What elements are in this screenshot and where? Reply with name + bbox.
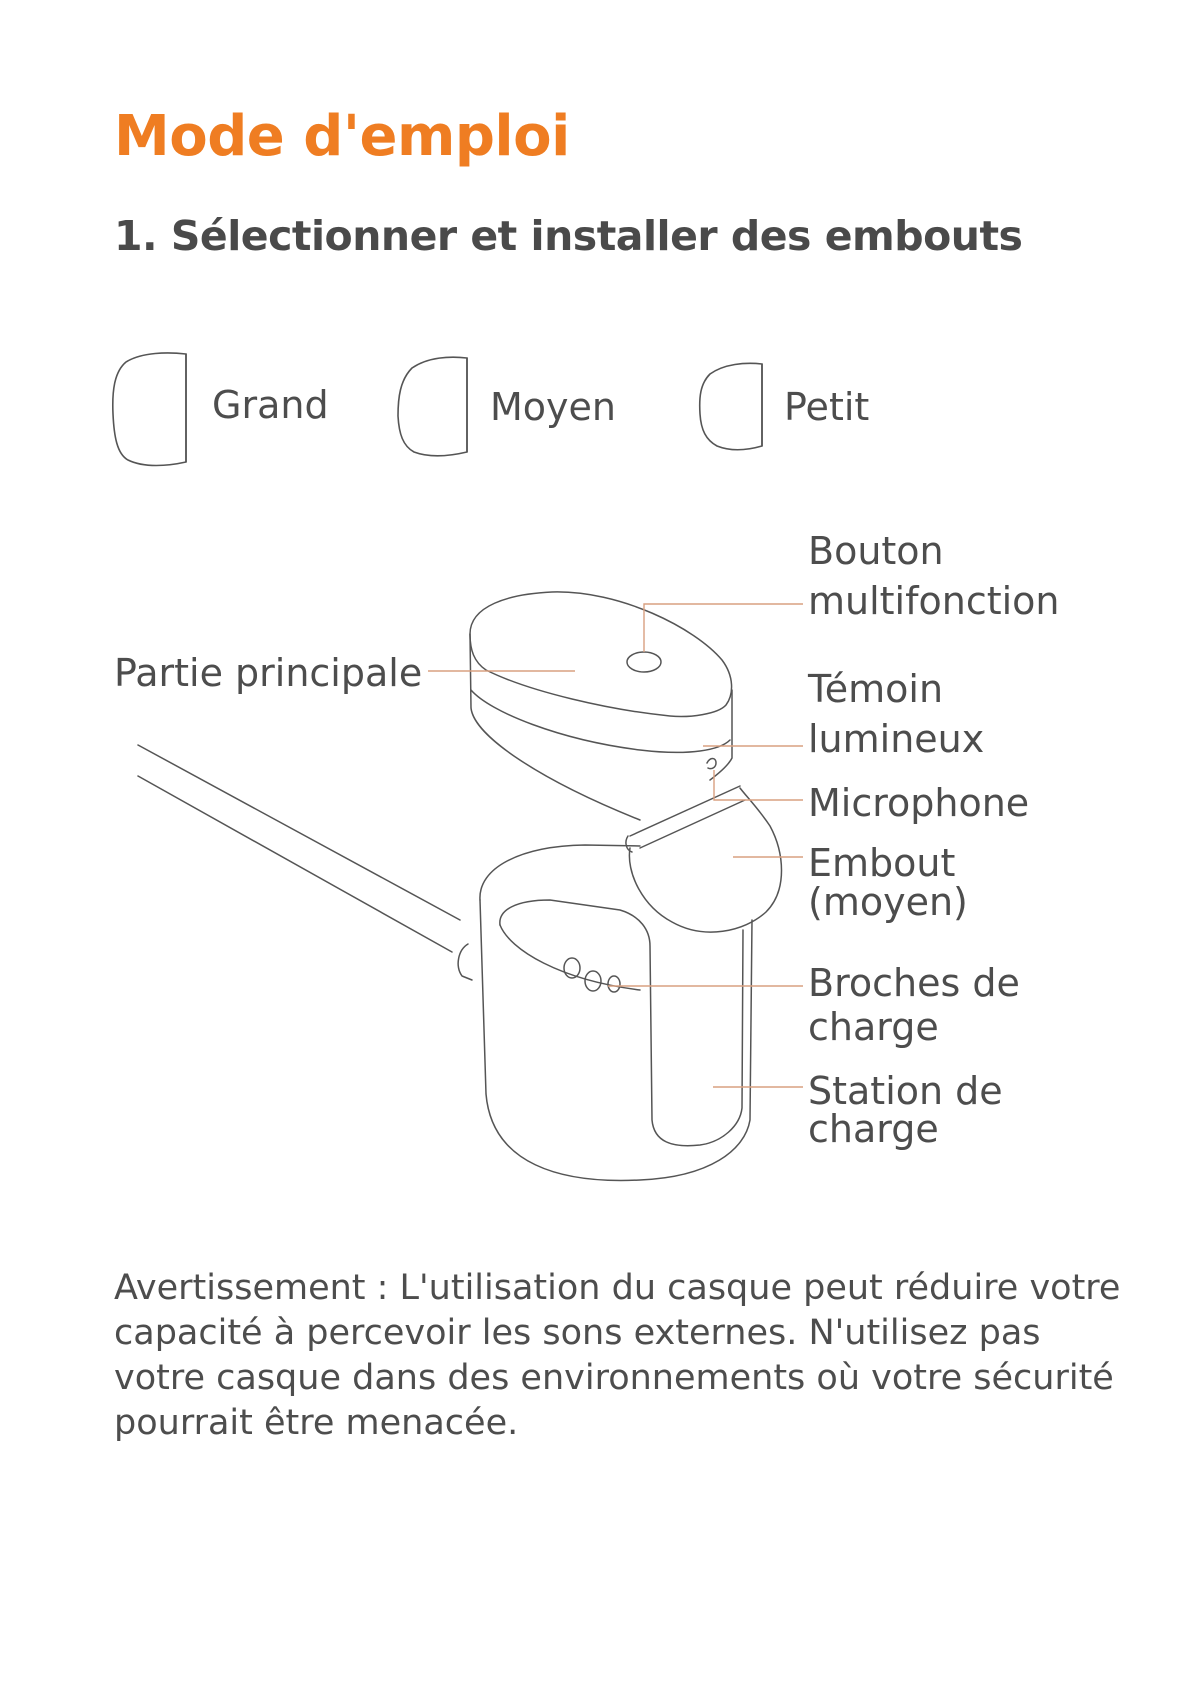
ear-tip-medium-label: Moyen [490, 385, 616, 429]
label-main-part: Partie principale [114, 651, 423, 695]
page-title: Mode d'emploi [114, 104, 570, 169]
ear-tip-large-icon [113, 353, 186, 466]
ear-tip-small-icon [700, 363, 762, 449]
label-button-line1: Bouton [808, 529, 944, 573]
label-button-line2: multifonction [808, 579, 1060, 623]
label-indicator-line2: lumineux [808, 717, 985, 761]
label-indicator-line1: Témoin [808, 667, 944, 711]
label-microphone: Microphone [808, 781, 1030, 825]
label-station-line2: charge [808, 1107, 939, 1151]
ear-tip-medium-icon [398, 357, 467, 456]
label-station-line1: Station de [808, 1069, 1003, 1113]
warning-text: Avertissement : L'utilisation du casque peut réduire votre capacité à percevoir les sons externes. N'utilisez pas votre casque dans des environnements où votre sécurité pourrait être menacée. [114, 1268, 1121, 1443]
label-ear-tip-line1: Embout [808, 841, 956, 885]
label-pins-line2: charge [808, 1005, 939, 1049]
ear-tip-large-label: Grand [212, 383, 329, 427]
ear-tip-small-label: Petit [784, 385, 870, 429]
label-pins-line1: Broches de [808, 961, 1020, 1005]
label-ear-tip-line2: (moyen) [808, 880, 968, 924]
section-heading: 1. Sélectionner et installer des embouts [114, 212, 1023, 260]
